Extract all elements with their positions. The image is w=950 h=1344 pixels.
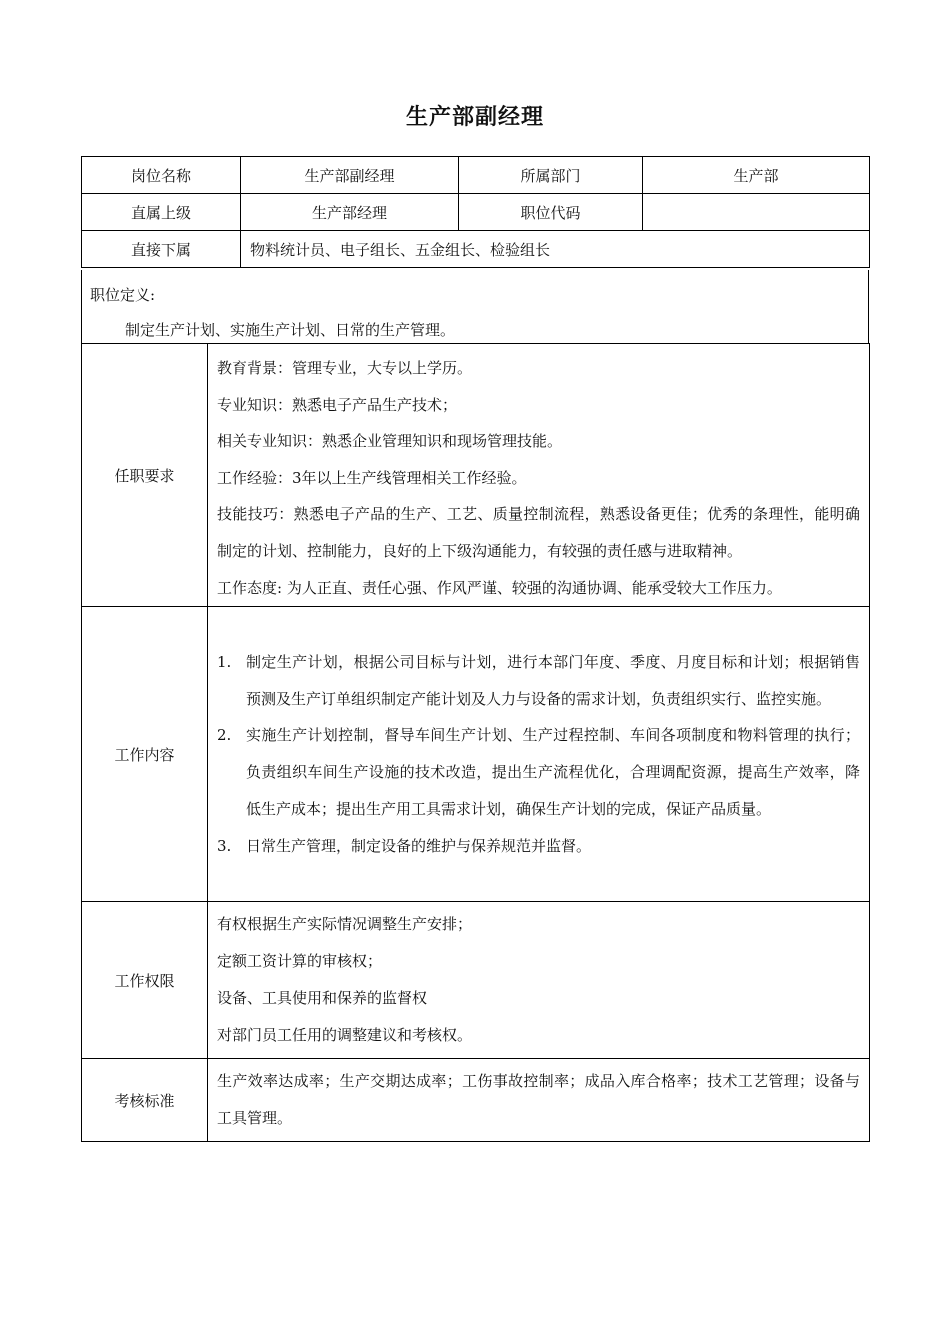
- assessment-content: [208, 1059, 870, 1142]
- position-code-label: 职位代码: [459, 194, 643, 231]
- item-text: 日常生产管理，制定设备的维护与保养规范并监督。: [246, 836, 592, 855]
- work-content-list: [208, 607, 870, 902]
- requirement-line: 相关专业知识：熟悉企业管理知识和现场管理技能。: [217, 432, 563, 451]
- basic-info-table: [81, 156, 870, 268]
- position-code-value: [643, 194, 870, 231]
- authority-content: [208, 902, 870, 1059]
- assessment-text: 生产效率达成率；生产交期达成率；工伤事故控制率；成品入库合格率；技术工艺管理；设备与工具管理。: [217, 1072, 860, 1128]
- department-label: 所属部门: [459, 157, 643, 194]
- item-number: 3.: [217, 836, 232, 855]
- authority-row: [82, 902, 870, 1059]
- definition-text: 制定生产计划、实施生产计划、日常的生产管理。: [125, 321, 456, 339]
- item-text: 实施生产计划控制，督导车间生产计划、生产过程控制、车间各项制度和物料管理的执行；负责组织车间生产设施的技术改造，提出生产流程优化，合理调配资源，提高生产效率，降低生产成本；提出生产用工具需求计划，确保生产计划的完成，保证产品质量。: [246, 726, 860, 818]
- list-item: [217, 717, 860, 827]
- department-value: 生产部: [643, 157, 870, 194]
- item-number: 2.: [217, 726, 232, 745]
- authority-label: 工作权限: [82, 902, 208, 1059]
- authority-line: 设备、工具使用和保养的监督权: [217, 989, 428, 1008]
- superior-label: 直属上级: [82, 194, 241, 231]
- requirement-line: 专业知识：熟悉电子产品生产技术；: [217, 395, 458, 414]
- work-content-row: [82, 607, 870, 902]
- list-item: [217, 828, 860, 865]
- list-item: [217, 644, 860, 717]
- position-name-value: 生产部副经理: [241, 157, 459, 194]
- page-title: 生产部副经理: [405, 105, 544, 130]
- definition-block: [81, 270, 869, 343]
- requirement-line: 工作态度: 为人正直、责任心强、作风严谨、较强的沟通协调、能承受较大工作压力。: [217, 578, 782, 597]
- assessment-row: [82, 1059, 870, 1142]
- requirement-line: 工作经验：3年以上生产线管理相关工作经验。: [217, 468, 527, 487]
- item-number: 1.: [217, 653, 232, 672]
- table-row: [82, 231, 870, 268]
- item-text: 制定生产计划，根据公司目标与计划，进行本部门年度、季度、月度目标和计划；根据销售预测及生产订单组织制定产能计划及人力与设备的需求计划，负责组织实行、监控实施。: [246, 653, 860, 708]
- work-content-label: 工作内容: [82, 607, 208, 902]
- requirements-label: 任职要求: [82, 344, 208, 607]
- detail-table: [81, 343, 870, 1142]
- table-row: [82, 194, 870, 231]
- subordinates-label: 直接下属: [82, 231, 241, 268]
- assessment-label: 考核标准: [82, 1059, 208, 1142]
- requirements-row: [82, 344, 870, 607]
- requirements-content: [208, 344, 870, 607]
- requirement-line: 技能技巧：熟悉电子产品的生产、工艺、质量控制流程，熟悉设备更佳；优秀的条理性，能明确制定的计划、控制能力，良好的上下级沟通能力，有较强的责任感与进取精神。: [217, 505, 860, 560]
- definition-label: 职位定义:: [90, 286, 156, 304]
- authority-line: 有权根据生产实际情况调整生产安排；: [217, 915, 473, 934]
- requirement-line: 教育背景：管理专业，大专以上学历。: [217, 359, 473, 377]
- subordinates-value: 物料统计员、电子组长、五金组长、检验组长: [241, 231, 870, 268]
- authority-line: 定额工资计算的审核权；: [217, 952, 383, 971]
- table-row: [82, 157, 870, 194]
- position-name-label: 岗位名称: [82, 157, 241, 194]
- authority-line: 对部门员工任用的调整建议和考核权。: [217, 1026, 473, 1045]
- superior-value: 生产部经理: [241, 194, 459, 231]
